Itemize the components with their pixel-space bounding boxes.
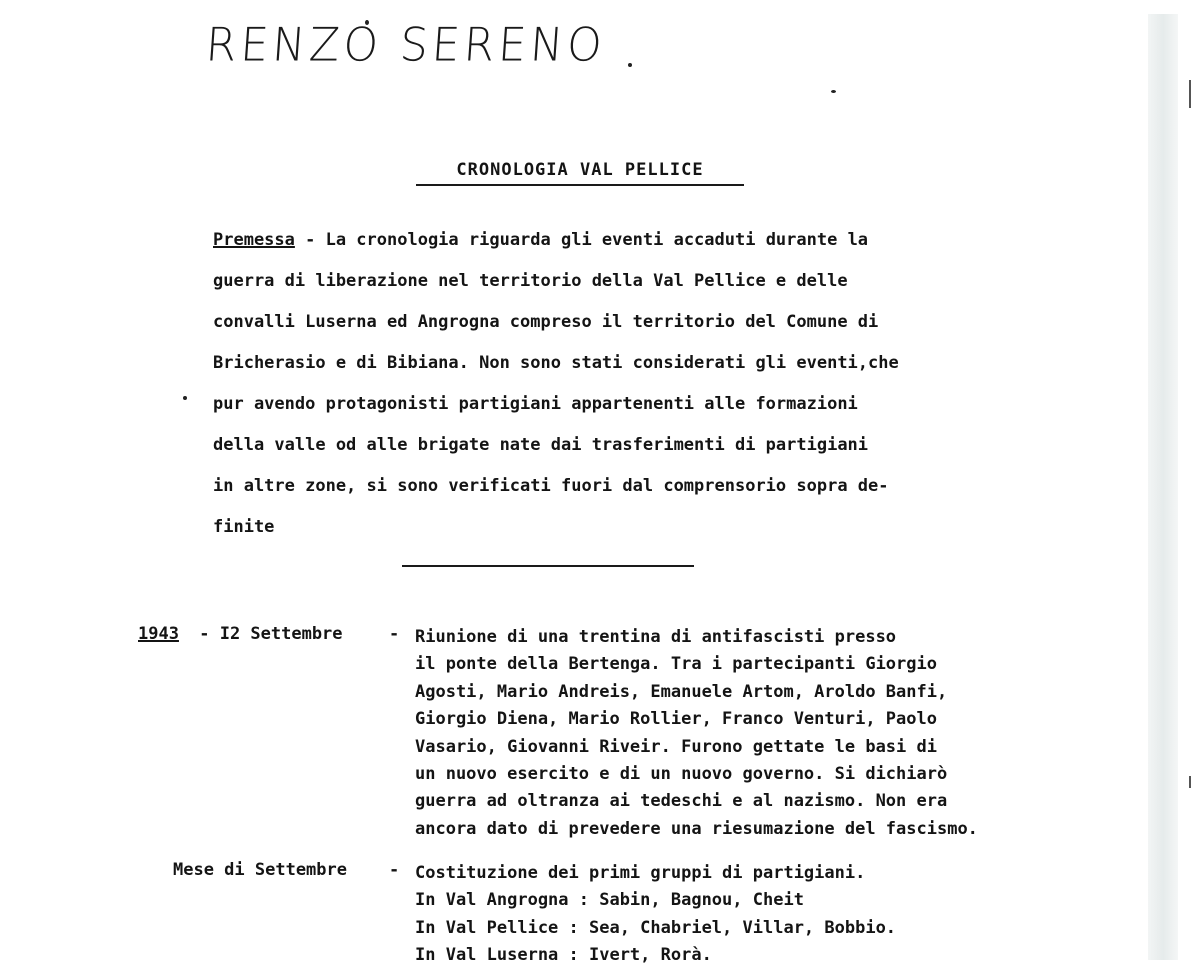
premise-line: pur avendo protagonisti partigiani appartenenti alle formazioni: [213, 394, 858, 414]
premise-line: finite: [213, 517, 275, 537]
entry-line: Agosti, Mario Andreis, Emanuele Artom, Aroldo Banfi,: [415, 681, 948, 702]
entry-line: In Val Pellice : Sea, Chabriel, Villar, Bobbio.: [415, 917, 897, 938]
entry-dash: -: [389, 860, 410, 880]
ink-speck: [628, 63, 632, 67]
entry-line: un nuovo esercito e di un nuovo governo. Si dichiarò: [415, 763, 948, 784]
entry-line: Giorgio Diena, Mario Rollier, Franco Venturi, Paolo: [415, 709, 937, 730]
handwritten-author-name: RENZO SERENO: [204, 18, 608, 73]
premise-line-text: - La cronologia riguarda gli eventi accaduti durante la: [294, 230, 869, 250]
entry-line: guerra ad oltranza ai tedeschi e al nazismo. Non era: [415, 791, 948, 812]
scan-edge-mark: [1189, 776, 1191, 788]
entry-line: Costituzione dei primi gruppi di partigiani.: [415, 863, 866, 883]
premise-line: in altre zone, si sono verificati fuori dal comprensorio sopra de-: [213, 476, 889, 496]
entry-line: In Val Luserna : Ivert, Rorà.: [415, 945, 712, 966]
entry-line: ancora dato di prevedere una riesumazione del fascismo.: [415, 818, 978, 839]
ink-speck: [183, 396, 187, 400]
premise-line: convalli Luserna ed Angrogna compreso il territorio del Comune di: [213, 312, 879, 332]
premise-paragraph: [213, 226, 1053, 554]
scan-edge-shadow: [1148, 14, 1178, 960]
ink-speck: [831, 90, 836, 93]
premise-line: [213, 226, 1053, 267]
premise-line: Bricherasio e di Bibiana. Non sono stati considerati gli eventi,che: [213, 353, 899, 373]
entry-line: In Val Angrogna : Sabin, Bagnou, Cheit: [415, 890, 804, 911]
premise-label: Premessa: [213, 230, 295, 250]
entry-line: Riunione di una trentina di antifascisti presso: [415, 627, 897, 647]
document-title: CRONOLOGIA VAL PELLICE: [416, 160, 744, 186]
entry-line: il ponte della Bertenga. Tra i partecipanti Giorgio: [415, 654, 937, 675]
entry-text: [415, 624, 1135, 843]
entry-date: - I2 Settembre: [189, 624, 343, 644]
entry-text: [415, 860, 1135, 970]
entry-year: 1943: [138, 624, 179, 644]
premise-line: della valle od alle brigate nate dai trasferimenti di partigiani: [213, 435, 869, 455]
entry-date: Mese di Settembre: [173, 860, 347, 880]
scan-edge-mark: [1189, 80, 1191, 108]
entry-line: Vasario, Giovanni Riveir. Furono gettate le basi di: [415, 736, 937, 757]
entry-dash: -: [389, 624, 410, 644]
premise-line: guerra di liberazione nel territorio della Val Pellice e delle: [213, 271, 848, 291]
section-divider: [402, 565, 694, 567]
